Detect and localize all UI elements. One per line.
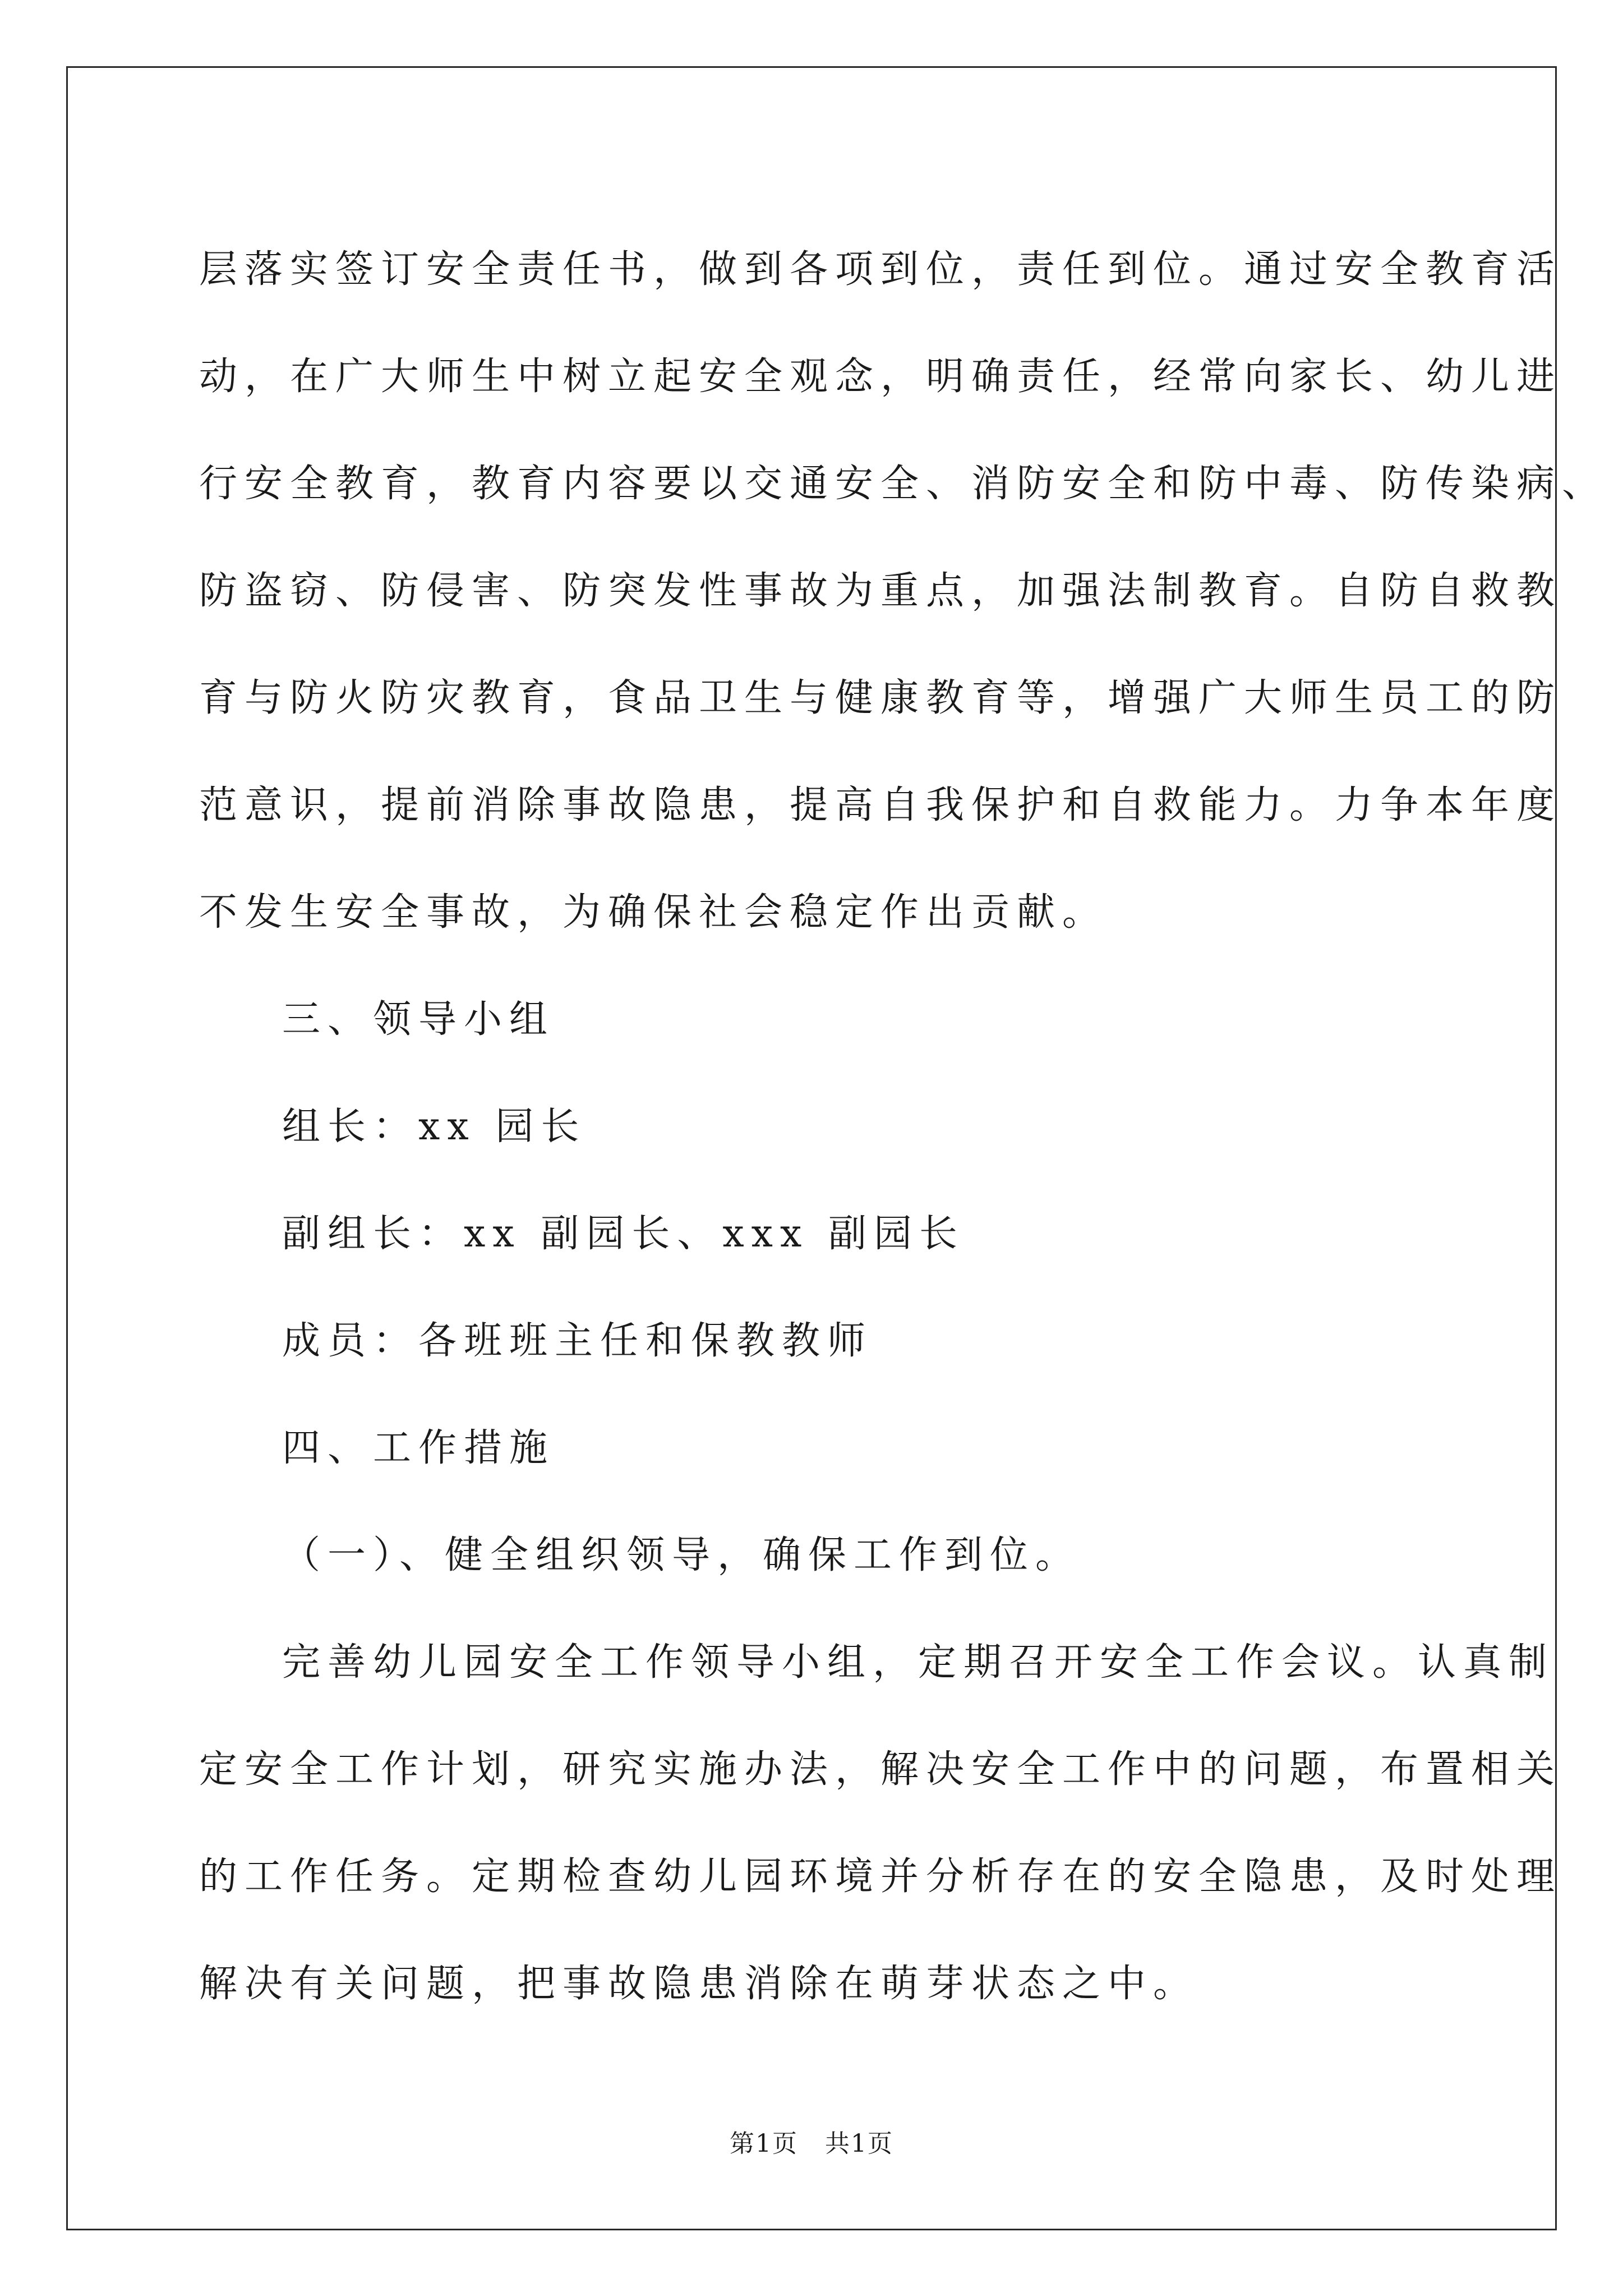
body-line: 行安全教育，教育内容要以交通安全、消防安全和防中毒、防传染病、: [199, 462, 1608, 506]
body-line: 完善幼儿园安全工作领导小组，定期召开安全工作会议。认真制: [282, 1640, 1555, 1685]
body-line: 定安全工作计划，研究实施办法，解决安全工作中的问题，布置相关: [199, 1747, 1562, 1792]
body-line: 层落实签订安全责任书，做到各项到位，责任到位。通过安全教育活: [199, 247, 1562, 292]
document-body: [199, 216, 1608, 2037]
subsection-heading: （一）、健全组织领导，确保工作到位。: [282, 1533, 1081, 1577]
body-line: 育与防火防灾教育，食品卫生与健康教育等，增强广大师生员工的防: [199, 676, 1562, 720]
members-entry: 成员：各班班主任和保教教师: [282, 1319, 873, 1363]
page-number-footer: 第1页 共1页: [730, 2129, 893, 2158]
body-line: 防盗窃、防侵害、防突发性事故为重点，加强法制教育。自防自救教: [199, 569, 1562, 613]
deputy-leader-entry: 副组长：xx 副园长、xxx 副园长: [282, 1212, 965, 1256]
body-line: 不发生安全事故，为确保社会稳定作出贡献。: [199, 890, 1108, 935]
body-line: 范意识，提前消除事故隐患，提高自我保护和自救能力。力争本年度: [199, 783, 1562, 827]
body-line: 动，在广大师生中树立起安全观念，明确责任，经常向家长、幼儿进: [199, 355, 1562, 399]
body-line: 的工作任务。定期检查幼儿园环境并分析存在的安全隐患，及时处理: [199, 1855, 1562, 1899]
section-heading-leadership: 三、领导小组: [282, 997, 555, 1042]
section-heading-measures: 四、工作措施: [282, 1426, 555, 1470]
body-line: 解决有关问题，把事故隐患消除在萌芽状态之中。: [199, 1962, 1199, 2006]
leader-entry: 组长：xx 园长: [282, 1105, 587, 1149]
